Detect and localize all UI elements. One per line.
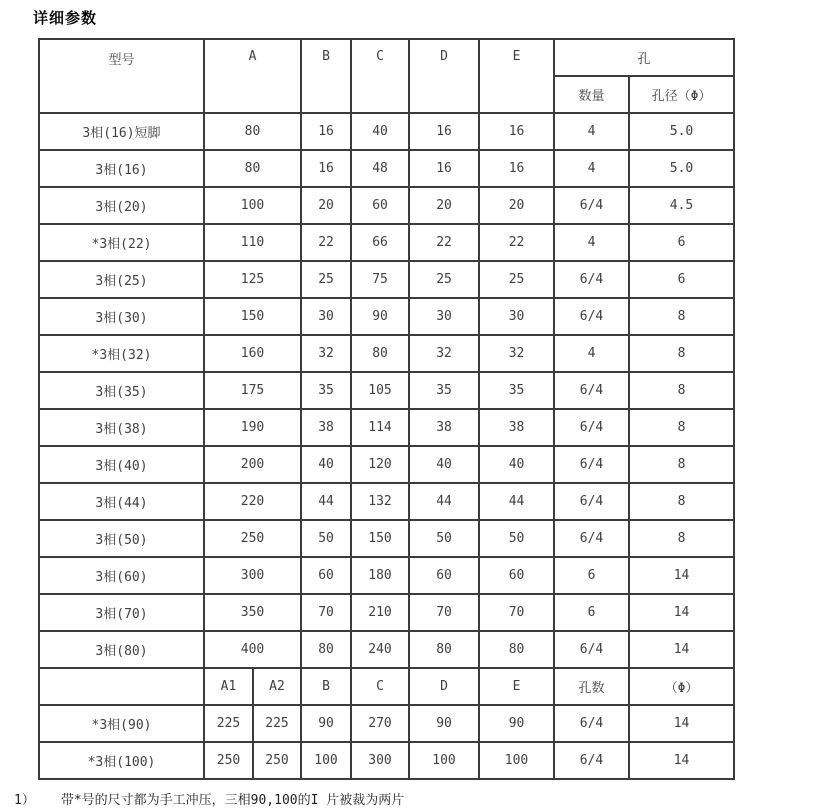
table-row: [39, 742, 734, 779]
cell-c: 270: [351, 705, 409, 742]
cell-e: 25: [479, 261, 554, 298]
header-cell-hole-group: 孔: [554, 39, 734, 76]
cell-hole-count: 4: [554, 335, 629, 372]
table-row: [39, 113, 734, 150]
cell-b: 16: [301, 113, 351, 150]
cell-d: 25: [409, 261, 479, 298]
cell-e: 16: [479, 150, 554, 187]
cell-e: 80: [479, 631, 554, 668]
footnote: [14, 789, 815, 808]
cell-a: 110: [204, 224, 301, 261]
cell-c: 75: [351, 261, 409, 298]
header-cell-dim-d: D: [409, 39, 479, 113]
cell-a: 250: [204, 520, 301, 557]
cell-a: 400: [204, 631, 301, 668]
cell-model: *3相(22): [39, 224, 204, 261]
cell-model: *3相(100): [39, 742, 204, 779]
cell-e: 70: [479, 594, 554, 631]
table-row: [39, 557, 734, 594]
subheader-row: [39, 668, 734, 705]
header-cell-hole-count: 数量: [554, 76, 629, 113]
cell-b: 38: [301, 409, 351, 446]
cell-b: 80: [301, 631, 351, 668]
cell-d: 70: [409, 594, 479, 631]
cell-e: 20: [479, 187, 554, 224]
cell-a: 80: [204, 150, 301, 187]
cell-d: 38: [409, 409, 479, 446]
cell-d: 32: [409, 335, 479, 372]
cell-a: 190: [204, 409, 301, 446]
cell-hole-count: 6/4: [554, 520, 629, 557]
cell-hole-diameter: 14: [629, 557, 734, 594]
cell-e: 90: [479, 705, 554, 742]
cell-model: 3相(30): [39, 298, 204, 335]
cell-d: 80: [409, 631, 479, 668]
cell-b: 60: [301, 557, 351, 594]
subheader-cell-dim-e: E: [479, 668, 554, 705]
cell-d: 16: [409, 150, 479, 187]
cell-model: 3相(40): [39, 446, 204, 483]
cell-hole-diameter: 14: [629, 594, 734, 631]
subheader-cell-dim-c: C: [351, 668, 409, 705]
cell-d: 90: [409, 705, 479, 742]
cell-b: 44: [301, 483, 351, 520]
cell-model: 3相(20): [39, 187, 204, 224]
cell-hole-count: 6/4: [554, 446, 629, 483]
cell-hole-count: 6/4: [554, 261, 629, 298]
cell-b: 40: [301, 446, 351, 483]
subheader-cell-dim-b: B: [301, 668, 351, 705]
cell-b: 50: [301, 520, 351, 557]
header-cell-hole-diameter: 孔径（Φ）: [629, 76, 734, 113]
subheader-cell-dim-d: D: [409, 668, 479, 705]
cell-c: 210: [351, 594, 409, 631]
cell-hole-diameter: 5.0: [629, 150, 734, 187]
table-row: [39, 372, 734, 409]
cell-e: 38: [479, 409, 554, 446]
spec-table-head: [39, 39, 734, 113]
footnote-marker: 1）: [14, 793, 35, 808]
cell-c: 240: [351, 631, 409, 668]
spec-table: [38, 38, 735, 780]
cell-hole-count: 6/4: [554, 483, 629, 520]
cell-a: 300: [204, 557, 301, 594]
spec-table-body: [39, 113, 734, 779]
cell-c: 120: [351, 446, 409, 483]
cell-hole-count: 6/4: [554, 187, 629, 224]
subheader-cell-model: [39, 668, 204, 705]
table-row: [39, 446, 734, 483]
cell-a: 80: [204, 113, 301, 150]
cell-model: 3相(35): [39, 372, 204, 409]
cell-c: 105: [351, 372, 409, 409]
cell-d: 20: [409, 187, 479, 224]
cell-e: 40: [479, 446, 554, 483]
cell-a: 125: [204, 261, 301, 298]
page-title: 详细参数: [33, 9, 98, 27]
cell-b: 35: [301, 372, 351, 409]
cell-c: 80: [351, 335, 409, 372]
cell-c: 60: [351, 187, 409, 224]
cell-b: 16: [301, 150, 351, 187]
cell-a: 160: [204, 335, 301, 372]
cell-hole-diameter: 8: [629, 409, 734, 446]
table-row: [39, 335, 734, 372]
table-row: [39, 594, 734, 631]
cell-e: 50: [479, 520, 554, 557]
cell-model: 3相(16)短脚: [39, 113, 204, 150]
cell-hole-diameter: 6: [629, 261, 734, 298]
header-row: [39, 39, 734, 76]
cell-e: 16: [479, 113, 554, 150]
footnote-text: 带*号的尺寸都为手工冲压，三相90,100的I 片被裁为两片: [60, 793, 405, 808]
cell-hole-count: 6/4: [554, 372, 629, 409]
cell-a: 350: [204, 594, 301, 631]
cell-hole-diameter: 6: [629, 224, 734, 261]
cell-hole-count: 6/4: [554, 742, 629, 779]
cell-c: 300: [351, 742, 409, 779]
table-row: [39, 150, 734, 187]
cell-b: 20: [301, 187, 351, 224]
cell-model: 3相(60): [39, 557, 204, 594]
cell-e: 100: [479, 742, 554, 779]
cell-hole-diameter: 8: [629, 335, 734, 372]
cell-b: 100: [301, 742, 351, 779]
cell-hole-count: 6: [554, 557, 629, 594]
cell-c: 150: [351, 520, 409, 557]
cell-b: 90: [301, 705, 351, 742]
cell-c: 66: [351, 224, 409, 261]
cell-a: 220: [204, 483, 301, 520]
cell-hole-diameter: 4.5: [629, 187, 734, 224]
header-cell-dim-c: C: [351, 39, 409, 113]
header-cell-dim-e: E: [479, 39, 554, 113]
cell-hole-count: 6/4: [554, 298, 629, 335]
cell-hole-diameter: 8: [629, 520, 734, 557]
table-row: [39, 520, 734, 557]
cell-hole-diameter: 8: [629, 446, 734, 483]
cell-model: 3相(70): [39, 594, 204, 631]
table-row: [39, 483, 734, 520]
table-row: [39, 224, 734, 261]
cell-b: 22: [301, 224, 351, 261]
cell-model: 3相(38): [39, 409, 204, 446]
cell-b: 30: [301, 298, 351, 335]
cell-hole-diameter: 8: [629, 298, 734, 335]
cell-model: 3相(16): [39, 150, 204, 187]
subheader-cell-dim-a2: A2: [253, 668, 301, 705]
cell-hole-count: 4: [554, 150, 629, 187]
cell-d: 16: [409, 113, 479, 150]
cell-d: 35: [409, 372, 479, 409]
table-row: [39, 187, 734, 224]
cell-d: 50: [409, 520, 479, 557]
cell-c: 90: [351, 298, 409, 335]
cell-c: 40: [351, 113, 409, 150]
cell-a2: 225: [253, 705, 301, 742]
cell-model: *3相(32): [39, 335, 204, 372]
cell-c: 132: [351, 483, 409, 520]
subheader-cell-hole-diameter: （Φ）: [629, 668, 734, 705]
cell-e: 22: [479, 224, 554, 261]
cell-d: 30: [409, 298, 479, 335]
cell-model: 3相(25): [39, 261, 204, 298]
header-cell-model: 型号: [39, 39, 204, 113]
cell-d: 40: [409, 446, 479, 483]
cell-a1: 250: [204, 742, 253, 779]
cell-d: 44: [409, 483, 479, 520]
cell-model: *3相(90): [39, 705, 204, 742]
cell-hole-diameter: 5.0: [629, 113, 734, 150]
header-cell-dim-a: A: [204, 39, 301, 113]
cell-b: 25: [301, 261, 351, 298]
cell-a2: 250: [253, 742, 301, 779]
cell-c: 48: [351, 150, 409, 187]
cell-a: 100: [204, 187, 301, 224]
cell-e: 60: [479, 557, 554, 594]
cell-c: 180: [351, 557, 409, 594]
cell-e: 30: [479, 298, 554, 335]
cell-a: 175: [204, 372, 301, 409]
cell-hole-count: 6/4: [554, 409, 629, 446]
table-row: [39, 705, 734, 742]
cell-d: 60: [409, 557, 479, 594]
cell-hole-count: 4: [554, 113, 629, 150]
cell-c: 114: [351, 409, 409, 446]
cell-hole-count: 4: [554, 224, 629, 261]
cell-hole-diameter: 14: [629, 742, 734, 779]
table-row: [39, 409, 734, 446]
cell-hole-diameter: 8: [629, 372, 734, 409]
table-row: [39, 298, 734, 335]
cell-hole-diameter: 14: [629, 705, 734, 742]
cell-d: 100: [409, 742, 479, 779]
cell-hole-diameter: 14: [629, 631, 734, 668]
table-row: [39, 631, 734, 668]
subheader-cell-hole-count: 孔数: [554, 668, 629, 705]
cell-d: 22: [409, 224, 479, 261]
cell-hole-diameter: 8: [629, 483, 734, 520]
cell-a1: 225: [204, 705, 253, 742]
table-row: [39, 261, 734, 298]
cell-model: 3相(50): [39, 520, 204, 557]
cell-e: 44: [479, 483, 554, 520]
cell-model: 3相(80): [39, 631, 204, 668]
cell-hole-count: 6/4: [554, 705, 629, 742]
subheader-cell-dim-a1: A1: [204, 668, 253, 705]
cell-e: 32: [479, 335, 554, 372]
cell-model: 3相(44): [39, 483, 204, 520]
cell-b: 32: [301, 335, 351, 372]
cell-a: 200: [204, 446, 301, 483]
cell-b: 70: [301, 594, 351, 631]
cell-hole-count: 6/4: [554, 631, 629, 668]
cell-e: 35: [479, 372, 554, 409]
header-cell-dim-b: B: [301, 39, 351, 113]
cell-hole-count: 6: [554, 594, 629, 631]
cell-a: 150: [204, 298, 301, 335]
